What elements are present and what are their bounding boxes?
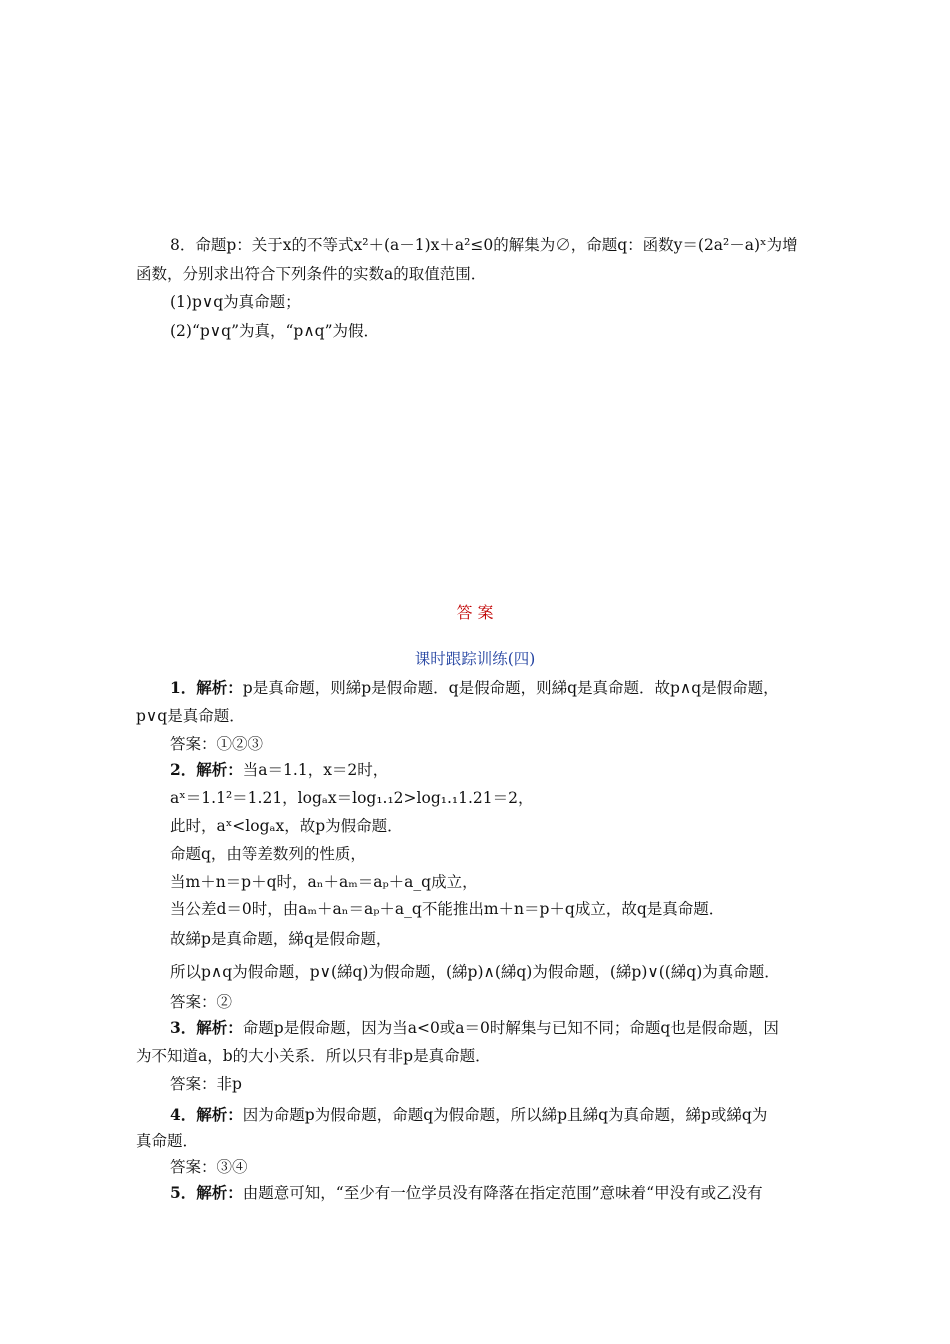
answer-3-label: 3．解析： [170,1018,243,1037]
answer-5-text: 由题意可知，“至少有一位学员没有降落在指定范围”意味着“甲没有或乙没有 [242,1184,763,1202]
section-title: 课时跟踪训练(四) [414,650,536,668]
answer-1-line-1 [170,678,779,698]
answer-4-result: 答案：③④ [170,1158,248,1176]
answer-4-label: 4．解析： [170,1105,243,1124]
answer-5-line-1 [170,1183,763,1203]
answer-2-line-8: 所以p∧q为假命题，p∨(綈q)为假命题，(綈p)∧(綈q)为假命题，(綈p)∨((綈q)为真命题． [170,963,780,981]
answer-4-line-1 [170,1105,767,1125]
problem-8-condition-2: (2)“p∨q”为真，“p∧q”为假． [170,322,380,340]
answers-title: 答 案 [456,603,494,622]
answer-2-line-6: 当公差d＝0时，由aₘ＋aₙ＝aₚ＋a_q不能推出m＋n＝p＋q成立，故q是真命题． [170,900,725,918]
answer-1-text: p是真命题，则綈p是假命题．q是假命题，则綈q是真命题．故p∧q是假命题， [242,679,779,697]
problem-8-line-1: 8．命题p：关于x的不等式x²＋(a－1)x＋a²≤0的解集为∅，命题q：函数y＝(2a²－a)ˣ为增 [170,236,798,254]
answer-3-result: 答案：非p [170,1075,242,1093]
answer-1-line-2: p∨q是真命题． [136,707,245,725]
answer-4-line-2: 真命题． [136,1132,199,1150]
problem-8-condition-1: (1)p∨q为真命题； [170,293,301,311]
answer-3-line-1 [170,1018,779,1038]
answer-3-line-2: 为不知道a，b的大小关系．所以只有非p是真命题． [136,1047,491,1065]
answer-2-text: 当a＝1.1，x＝2时， [242,761,389,779]
answer-3-text: 命题p是假命题，因为当a<0或a＝0时解集与已知不同；命题q也是假命题，因 [242,1019,779,1037]
answer-5-label: 5．解析： [170,1183,243,1202]
answer-2-label: 2．解析： [170,760,243,779]
answer-2-line-2: aˣ＝1.1²＝1.21，logₐx＝log₁.₁2>log₁.₁1.21＝2， [170,789,534,807]
answer-2-line-1 [170,760,388,780]
answer-2-result: 答案：② [170,993,233,1011]
answer-2-line-7: 故綈p是真命题，綈q是假命题， [170,930,392,948]
answer-2-line-4: 命题q，由等差数列的性质， [170,845,366,863]
answer-2-line-5: 当m＋n＝p＋q时，aₙ＋aₘ＝aₚ＋a_q成立， [170,873,478,891]
answer-1-result: 答案：①②③ [170,735,264,753]
problem-8-line-2: 函数，分别求出符合下列条件的实数a的取值范围． [136,265,487,283]
answer-1-label: 1．解析： [170,678,243,697]
answer-4-text: 因为命题p为假命题，命题q为假命题，所以綈p且綈q为真命题，綈p或綈q为 [242,1106,768,1124]
answer-2-line-3: 此时，aˣ<logₐx，故p为假命题． [170,817,403,835]
